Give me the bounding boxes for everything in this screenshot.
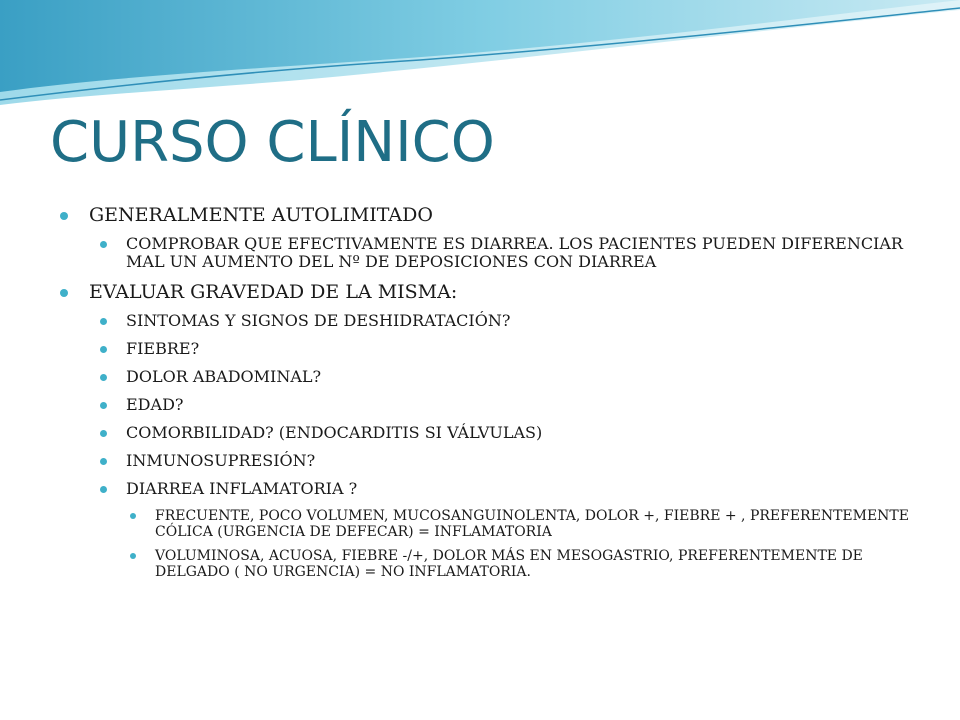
- bullet-item: [58, 396, 938, 414]
- bullet-icon: [60, 212, 68, 220]
- bullet-text: DIARREA INFLAMATORIA ?: [126, 479, 358, 498]
- bullet-icon: [100, 374, 107, 381]
- bullet-item: [58, 368, 938, 386]
- slide-title: CURSO CLÍNICO: [50, 110, 495, 175]
- bullet-text: GENERALMENTE AUTOLIMITADO: [89, 204, 433, 226]
- bullet-item: [58, 424, 938, 442]
- bullet-item: [58, 204, 938, 227]
- bullet-icon: [100, 318, 107, 325]
- bullet-icon: [100, 402, 107, 409]
- bullet-list: [58, 202, 938, 588]
- bullet-item: [58, 480, 938, 498]
- bullet-icon: [100, 241, 107, 248]
- bullet-text: EVALUAR GRAVEDAD DE LA MISMA:: [89, 281, 458, 303]
- bullet-text: VOLUMINOSA, ACUOSA, FIEBRE -/+, DOLOR MÁS EN MESOGASTRIO, PREFERENTEMENTE DE DELGADO ( NO URGENCIA) = NO INFLAMATORIA.: [155, 548, 863, 580]
- bullet-icon: [60, 289, 68, 297]
- bullet-item: [58, 235, 938, 271]
- bullet-icon: [100, 458, 107, 465]
- bullet-item: [58, 281, 938, 304]
- bullet-item: [58, 508, 938, 540]
- bullet-item: [58, 452, 938, 470]
- bullet-text: DOLOR ABADOMINAL?: [126, 367, 322, 386]
- bullet-text: FRECUENTE, POCO VOLUMEN, MUCOSANGUINOLENTA, DOLOR +, FIEBRE + , PREFERENTEMENTE CÓLICA (URGENCIA DE DEFECAR) = INFLAMATORIA: [155, 508, 909, 540]
- bullet-item: [58, 340, 938, 358]
- bullet-icon: [100, 486, 107, 493]
- bullet-text: EDAD?: [126, 395, 184, 414]
- bullet-text: COMPROBAR QUE EFECTIVAMENTE ES DIARREA. LOS PACIENTES PUEDEN DIFERENCIAR MAL UN AUMENTO DEL Nº DE DEPOSICIONES CON DIARREA: [126, 234, 903, 271]
- bullet-text: COMORBILIDAD? (ENDOCARDITIS SI VÁLVULAS): [126, 423, 543, 442]
- bullet-item: [58, 312, 938, 330]
- header-wave-decoration: [0, 0, 960, 120]
- bullet-icon: [100, 430, 107, 437]
- bullet-icon: [100, 346, 107, 353]
- bullet-icon: [130, 513, 136, 519]
- bullet-text: INMUNOSUPRESIÓN?: [126, 451, 316, 470]
- bullet-icon: [130, 553, 136, 559]
- bullet-item: [58, 548, 938, 580]
- bullet-text: SINTOMAS Y SIGNOS DE DESHIDRATACIÓN?: [126, 311, 511, 330]
- bullet-text: FIEBRE?: [126, 339, 200, 358]
